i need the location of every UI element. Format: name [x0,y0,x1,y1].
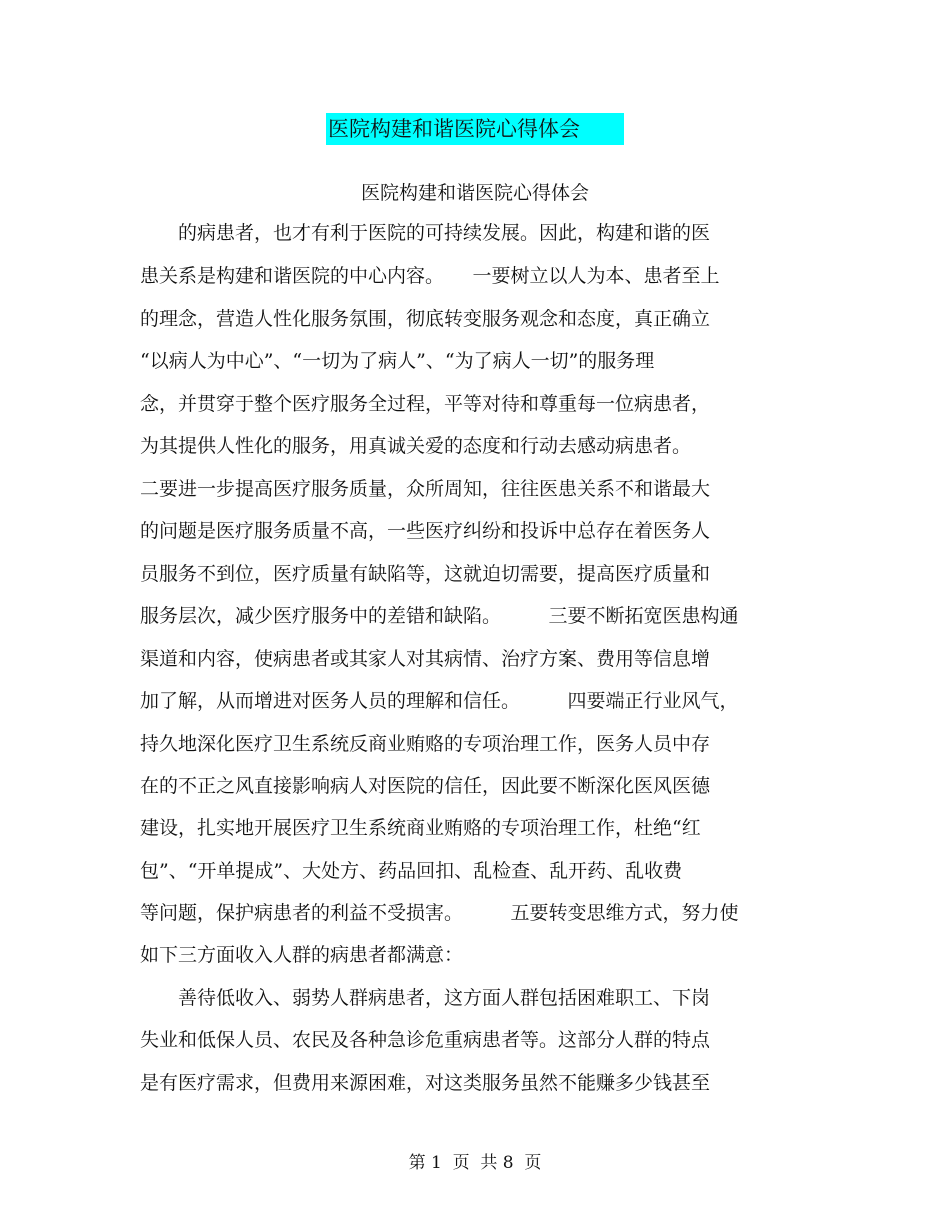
body-line: 善待低收入、弱势人群病患者，这方面人群包括困难职工、下岗 [140,987,711,1009]
body-line: 服务层次，减少医疗服务中的差错和缺陷。 三要不断拓宽医患构通 [140,605,739,627]
body-line: 加了解，从而增进对医务人员的理解和信任。 四要端正行业风气， [140,690,739,712]
body-line: 二要进一步提高医疗服务质量，众所周知，往往医患关系不和谐最大 [140,478,711,500]
body-line: 如下三方面收入人群的病患者都满意： [140,944,464,966]
body-line: 念，并贯穿于整个医疗服务全过程，平等对待和尊重每一位病患者， [140,393,711,415]
body-line: 是有医疗需求，但费用来源困难，对这类服务虽然不能赚多少钱甚至 [140,1072,711,1094]
body-line: 的病患者，也才有利于医院的可持续发展。因此，构建和谐的医 [140,222,711,244]
document-title-banner: 医院构建和谐医院心得体会 [326,113,624,145]
body-line: 的理念，营造人性化服务氛围，彻底转变服务观念和态度，真正确立 [140,308,711,330]
document-subtitle: 医院构建和谐医院心得体会 [360,182,589,204]
body-line: 等问题，保护病患者的利益不受损害。 五要转变思维方式，努力使 [140,902,739,924]
body-line: 包”、“开单提成”、大处方、药品回扣、乱检查、乱开药、乱收费 [140,860,683,882]
body-line: 员服务不到位，医疗质量有缺陷等，这就迫切需要，提高医疗质量和 [140,563,711,585]
body-line: 在的不正之风直接影响病人对医院的信任，因此要不断深化医风医德 [140,775,711,797]
body-line: 失业和低保人员、农民及各种急诊危重病患者等。这部分人群的特点 [140,1029,711,1051]
body-line: 患关系是构建和谐医院的中心内容。 一要树立以人为本、患者至上 [140,265,720,287]
body-line: 建设，扎实地开展医疗卫生系统商业贿赂的专项治理工作，杜绝“红 [140,817,701,839]
body-line: 持久地深化医疗卫生系统反商业贿赂的专项治理工作，医务人员中存 [140,733,711,755]
page-number-footer: 第 1 页 共 8 页 [408,1153,542,1173]
body-line: 渠道和内容，使病患者或其家人对其病情、治疗方案、费用等信息增 [140,648,711,670]
body-line: 为其提供人性化的服务，用真诚关爱的态度和行动去感动病患者。 [140,435,692,457]
body-line: 的问题是医疗服务质量不高，一些医疗纠纷和投诉中总存在着医务人 [140,520,711,542]
body-line: “以病人为中心”、“一切为了病人”、“为了病人一切”的服务理 [140,350,655,372]
